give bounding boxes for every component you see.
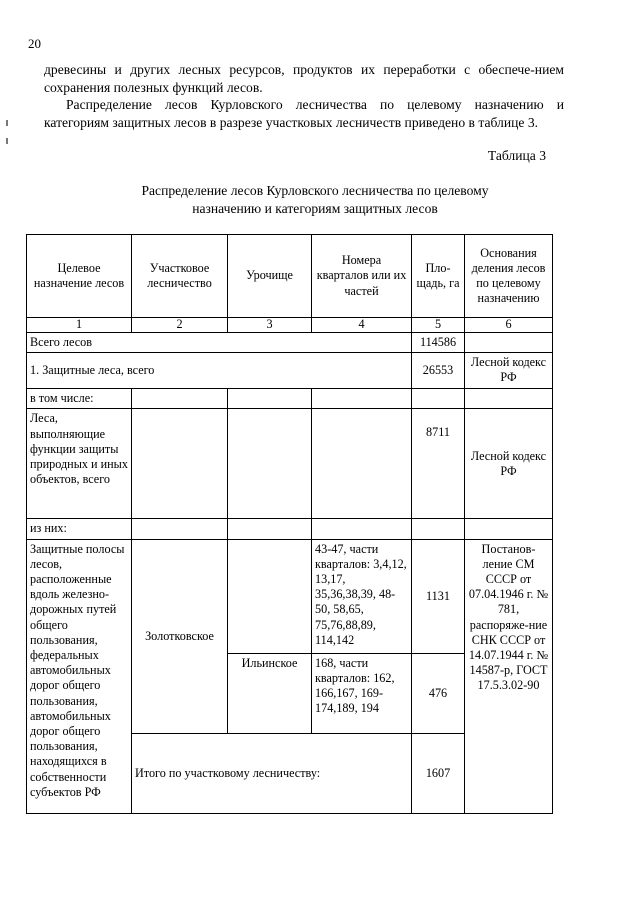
column-number: 5 <box>412 318 465 333</box>
column-number: 3 <box>228 318 312 333</box>
table-label: Таблица 3 <box>487 148 546 163</box>
strips-tract-1 <box>228 539 312 653</box>
forest-distribution-table <box>26 234 553 814</box>
total-area: 114586 <box>412 333 465 353</box>
strips-basis: Постанов-ление СМ СССР от 07.04.1946 г. № 781, распоряже-ние СНК СССР от 14.07.1944 г. № 14587-р, ГОСТ 17.5.3.02-90 <box>465 539 553 813</box>
column-number: 2 <box>132 318 228 333</box>
column-number: 4 <box>312 318 412 333</box>
table-title-line-1: Распределение лесов Курловского лесничества по целевому <box>141 183 489 198</box>
column-number: 6 <box>465 318 553 333</box>
table-row-including <box>27 389 553 409</box>
header-tract: Урочище <box>228 235 312 318</box>
strips-label: Защитные полосы лесов, расположенные вдоль железно-дорожных путей общего пользования, федеральных автомобильных дорог общего пользования, автомобильных дорог общего пользования, находящихся в собственности субъектов РФ <box>27 539 132 813</box>
header-district: Участковое лесничество <box>132 235 228 318</box>
functions-basis: Лесной кодекс РФ <box>465 409 553 519</box>
header-purpose: Целевое назначение лесов <box>27 235 132 318</box>
protective-area: 26553 <box>412 353 465 389</box>
subtotal-label: Итого по участковому лесничеству: <box>132 733 412 813</box>
header-quarters: Номера кварталов или их частей <box>312 235 412 318</box>
table-title-line-2: назначению и категориям защитных лесов <box>192 201 438 216</box>
subtotal-area: 1607 <box>412 733 465 813</box>
column-number: 1 <box>27 318 132 333</box>
table-row-total <box>27 333 553 353</box>
functions-area: 8711 <box>412 409 465 519</box>
table-row-functions <box>27 409 553 519</box>
header-basis: Основания деления лесов по целевому назначению <box>465 235 553 318</box>
header-area: Пло-щадь, га <box>412 235 465 318</box>
intro-paragraph-1: древесины и других лесных ресурсов, продуктов их переработки с обеспече-нием сохранения полезных функций лесов. <box>44 62 564 95</box>
intro-paragraph-2: Распределение лесов Курловского лесничества по целевому назначению и категориям защитных лесов в разрезе участковых лесничеств приведено в таблице 3. <box>44 97 564 130</box>
strips-area-1: 1131 <box>412 539 465 653</box>
protective-basis: Лесной кодекс РФ <box>465 353 553 389</box>
of-them-label: из них: <box>27 519 132 539</box>
total-basis <box>465 333 553 353</box>
table-title <box>70 182 560 218</box>
functions-label: Леса, выполняющие функции защиты природных и иных объектов, всего <box>27 409 132 519</box>
column-number-row <box>27 318 553 333</box>
including-label: в том числе: <box>27 389 132 409</box>
table-row-of-them <box>27 519 553 539</box>
table-row-strips-1 <box>27 539 553 653</box>
strips-area-2: 476 <box>412 653 465 733</box>
strips-quarters-1: 43-47, части кварталов: 3,4,12, 13,17, 35,36,38,39, 48-50, 58,65, 75,76,88,89, 114,142 <box>312 539 412 653</box>
strips-district: Золотковское <box>132 539 228 733</box>
table-header-row <box>27 235 553 318</box>
page-number: 20 <box>28 36 41 51</box>
total-label: Всего лесов <box>27 333 412 353</box>
table-row-protective <box>27 353 553 389</box>
intro-text <box>44 61 564 131</box>
protective-label: 1. Защитные леса, всего <box>27 353 412 389</box>
strips-tract-2: Ильинское <box>228 653 312 733</box>
strips-quarters-2: 168, части кварталов: 162, 166,167, 169-174,189, 194 <box>312 653 412 733</box>
scan-margin-marks <box>6 120 10 160</box>
